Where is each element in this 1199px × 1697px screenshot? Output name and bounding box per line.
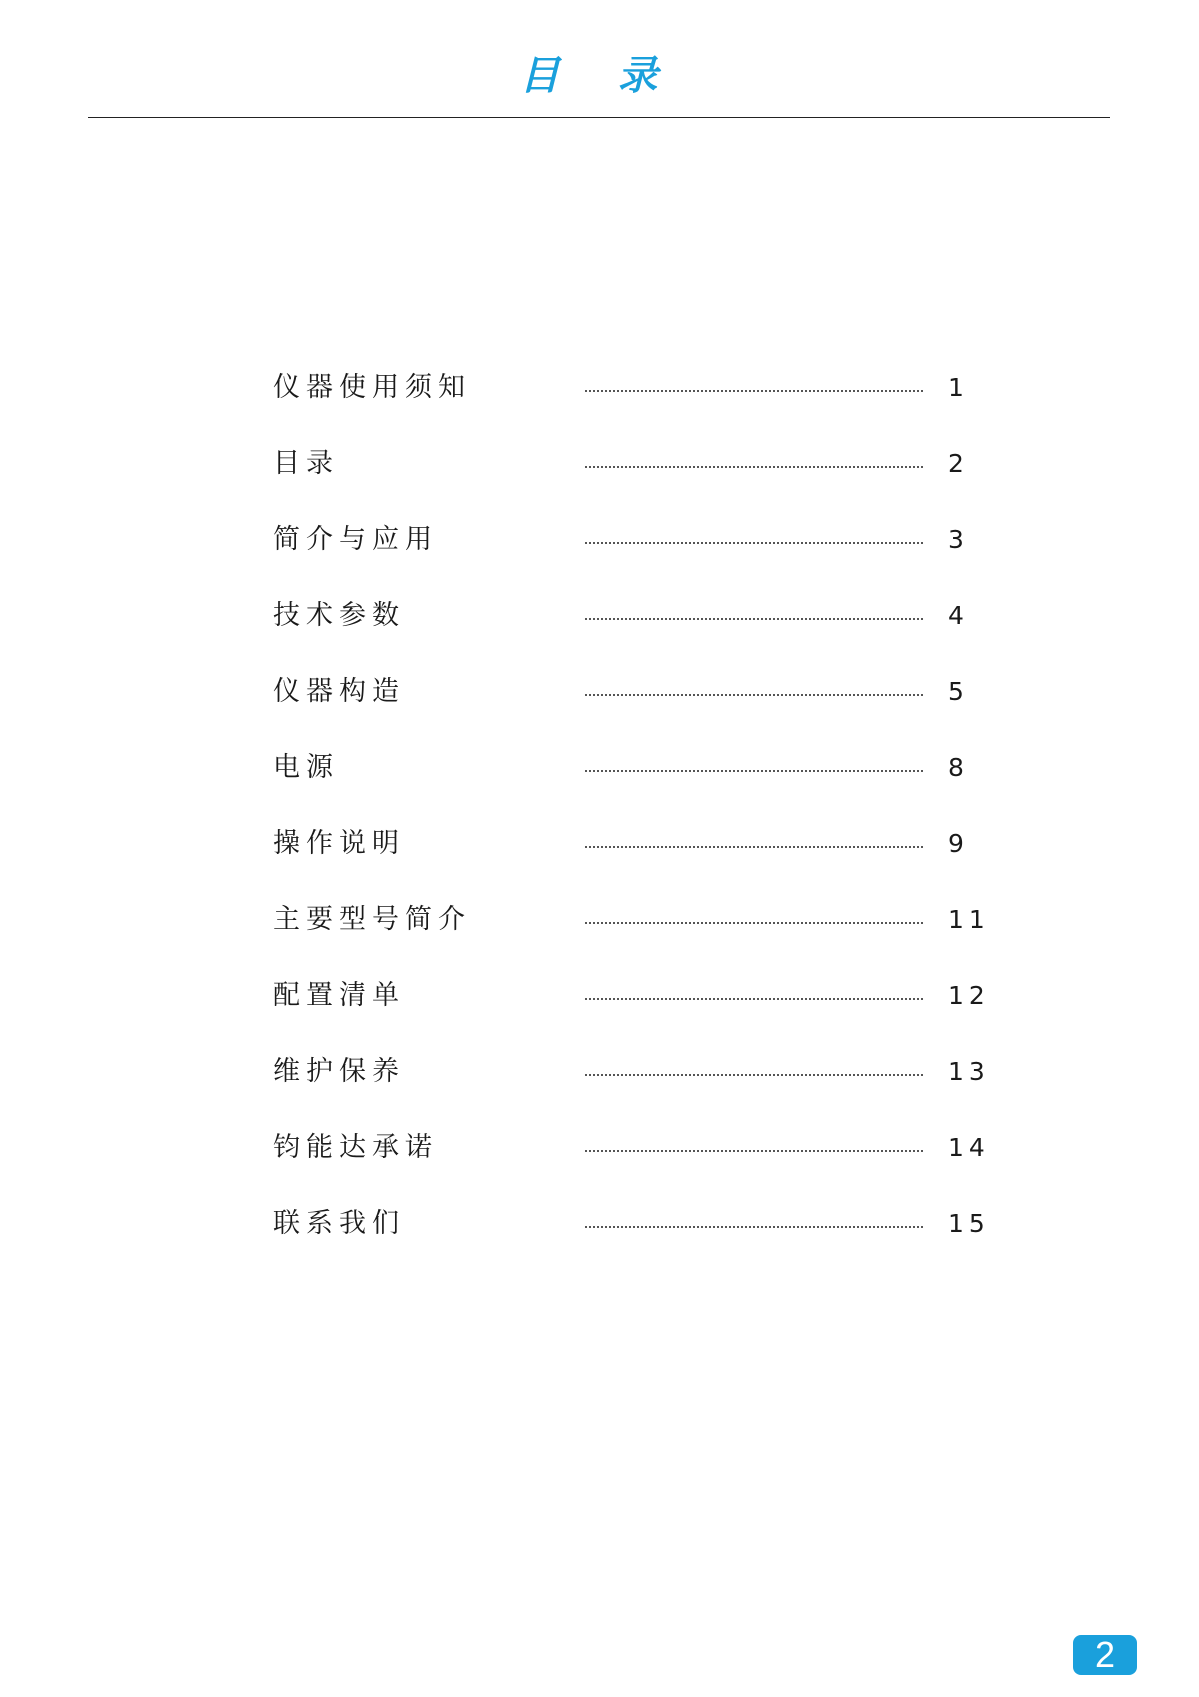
toc-entry-page: 12 <box>948 981 990 1010</box>
toc-entry-label: 配置清单 <box>273 980 405 1011</box>
toc-entry-label: 电源 <box>273 752 339 783</box>
toc-entry-label: 维护保养 <box>273 1056 405 1087</box>
toc-entry-label: 联系我们 <box>273 1208 405 1239</box>
toc-entry-page: 15 <box>948 1209 990 1238</box>
toc-entry[interactable] <box>0 976 1199 1052</box>
toc-dot-leader <box>585 1226 923 1228</box>
toc-dot-leader <box>585 922 923 924</box>
toc-entry-page: 4 <box>948 601 969 630</box>
toc-dot-leader <box>585 694 923 696</box>
toc-entry-page: 14 <box>948 1133 990 1162</box>
toc-entry[interactable] <box>0 1128 1199 1204</box>
toc-entry-label: 主要型号简介 <box>273 904 471 935</box>
toc-entry[interactable] <box>0 368 1199 444</box>
toc-dot-leader <box>585 770 923 772</box>
page-number-badge: 2 <box>1073 1635 1137 1675</box>
toc-dot-leader <box>585 542 923 544</box>
table-of-contents <box>0 368 1199 1280</box>
toc-entry-label: 仪器使用须知 <box>273 372 471 403</box>
toc-dot-leader <box>585 1150 923 1152</box>
toc-entry-label: 技术参数 <box>273 600 405 631</box>
toc-entry[interactable] <box>0 900 1199 976</box>
toc-dot-leader <box>585 846 923 848</box>
toc-entry[interactable] <box>0 520 1199 596</box>
toc-entry[interactable] <box>0 748 1199 824</box>
toc-entry-page: 8 <box>948 753 969 782</box>
toc-dot-leader <box>585 466 923 468</box>
toc-entry-page: 2 <box>948 449 969 478</box>
toc-entry-page: 3 <box>948 525 969 554</box>
toc-entry-label: 钧能达承诺 <box>273 1132 438 1163</box>
toc-entry-page: 1 <box>948 373 969 402</box>
toc-entry-page: 13 <box>948 1057 990 1086</box>
toc-dot-leader <box>585 390 923 392</box>
toc-entry[interactable] <box>0 596 1199 672</box>
toc-entry[interactable] <box>0 824 1199 900</box>
toc-entry-page: 11 <box>948 905 990 934</box>
title-divider <box>88 117 1110 118</box>
toc-entry[interactable] <box>0 1204 1199 1280</box>
toc-entry-label: 目录 <box>273 448 339 479</box>
toc-entry-page: 5 <box>948 677 969 706</box>
toc-entry-label: 简介与应用 <box>273 524 438 555</box>
toc-dot-leader <box>585 618 923 620</box>
toc-dot-leader <box>585 1074 923 1076</box>
toc-dot-leader <box>585 998 923 1000</box>
toc-entry[interactable] <box>0 1052 1199 1128</box>
toc-entry-page: 9 <box>948 829 969 858</box>
page-title: 目 录 <box>519 52 680 99</box>
toc-entry[interactable] <box>0 444 1199 520</box>
toc-entry-label: 仪器构造 <box>273 676 405 707</box>
toc-entry[interactable] <box>0 672 1199 748</box>
toc-entry-label: 操作说明 <box>273 828 405 859</box>
